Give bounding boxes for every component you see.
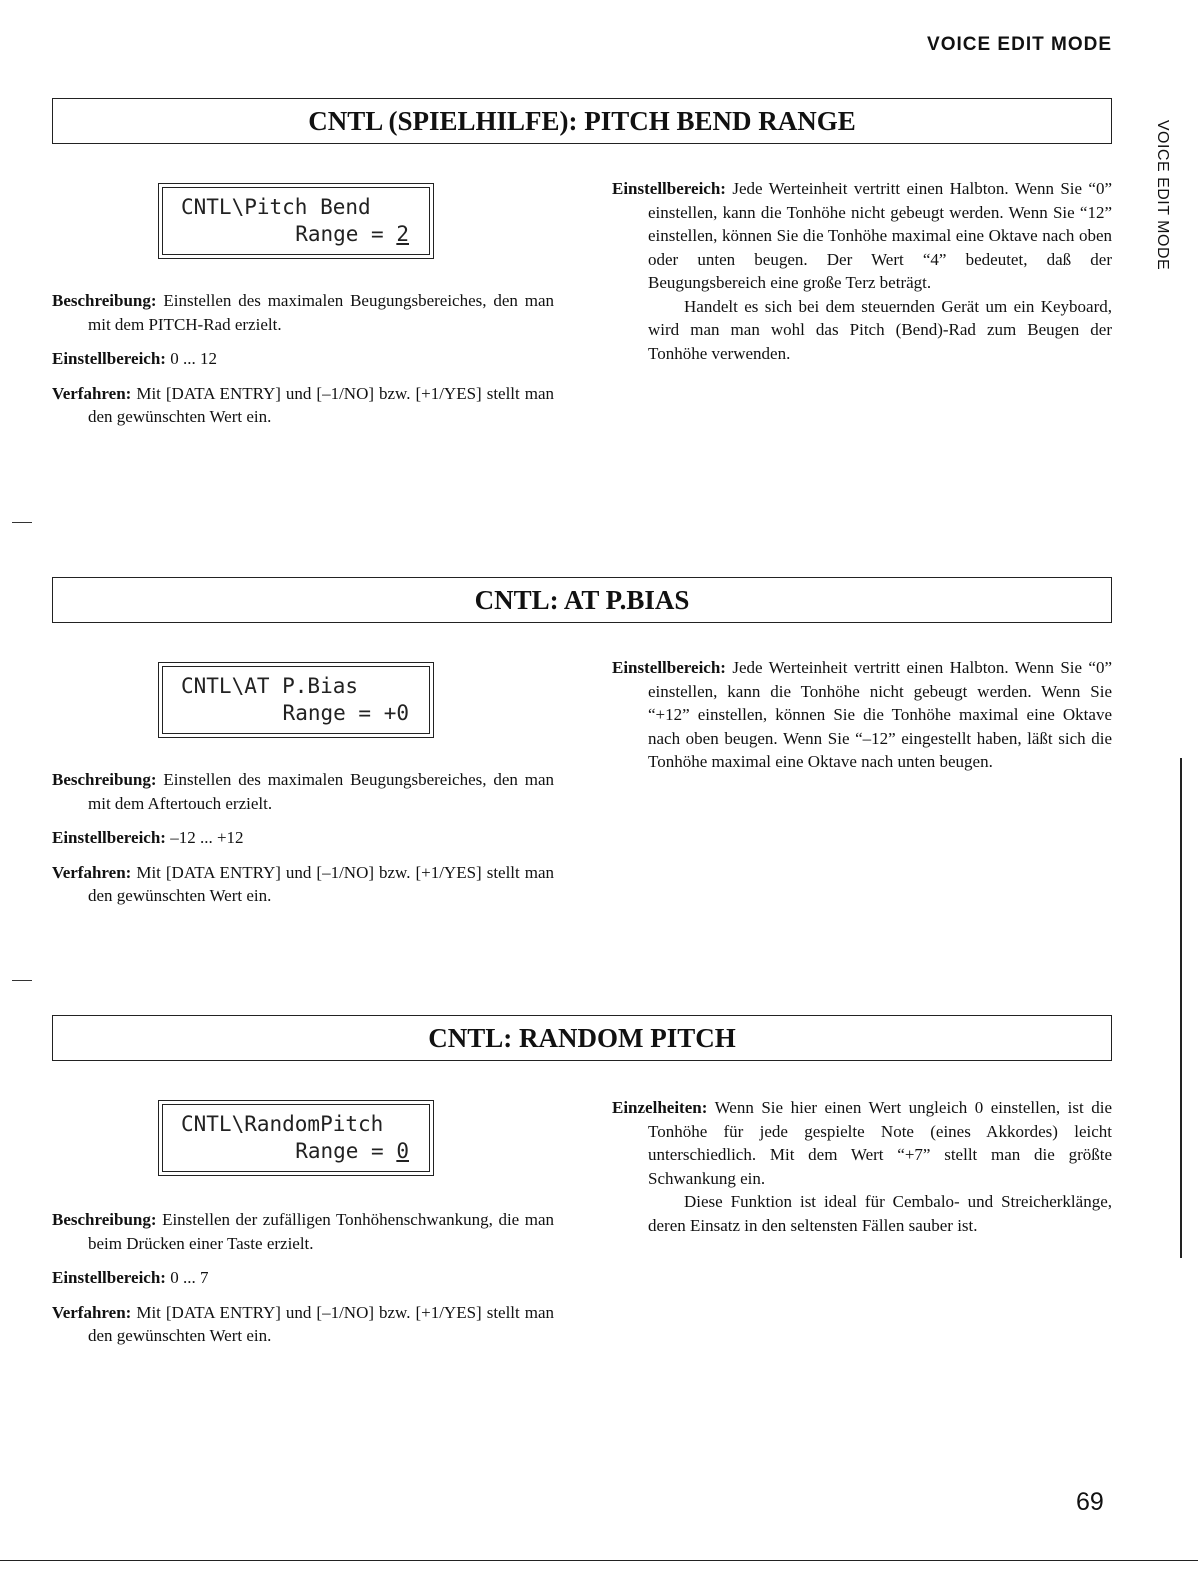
lcd-display xyxy=(158,662,434,738)
procedure xyxy=(52,1301,554,1348)
right-column xyxy=(612,1096,1112,1237)
right-label: Einstellbereich: xyxy=(612,658,726,677)
details xyxy=(612,1096,1112,1190)
procedure-text: Mit [DATA ENTRY] und [–1/NO] bzw. [+1/YES] stellt man den gewünschten Wert ein. xyxy=(88,862,555,905)
section-heading: CNTL (SPIELHILFE): PITCH BEND RANGE xyxy=(52,98,1112,144)
range-label: Einstellbereich: xyxy=(52,349,166,368)
description-text: Einstellen der zufälligen Tonhöhenschwankung, die man beim Drücken einer Taste erzielt. xyxy=(88,1210,554,1253)
description-label: Beschreibung: xyxy=(52,291,157,310)
bottom-rule xyxy=(0,1560,1198,1561)
setting-range xyxy=(52,347,554,371)
description-label: Beschreibung: xyxy=(52,770,157,789)
lcd-line-2 xyxy=(295,222,409,246)
lcd-line-1: CNTL\RandomPitch xyxy=(181,1112,384,1136)
lcd-line-2 xyxy=(283,701,409,725)
range-details xyxy=(612,656,1112,774)
lcd-range-value: 2 xyxy=(396,222,409,246)
procedure-label: Verfahren: xyxy=(52,862,132,882)
description xyxy=(52,768,554,815)
description-text: Einstellen des maximalen Beugungsbereiches, den man mit dem Aftertouch erzielt. xyxy=(88,770,555,813)
lcd-line-2 xyxy=(295,1139,409,1163)
left-column xyxy=(52,289,554,440)
procedure-text: Mit [DATA ENTRY] und [–1/NO] bzw. [+1/YES] stellt man den gewünschten Wert ein. xyxy=(88,1302,555,1345)
range-text: –12 ... +12 xyxy=(170,828,244,847)
lcd-range-value: 0 xyxy=(396,1139,409,1163)
procedure-text: Mit [DATA ENTRY] und [–1/NO] bzw. [+1/YES] stellt man den gewünschten Wert ein. xyxy=(88,383,555,426)
right-text-2: Diese Funktion ist ideal für Cembalo- und Streicherklänge, deren Einsatz in den seltensten Fällen sauber ist. xyxy=(648,1192,1112,1235)
right-label: Einstellbereich: xyxy=(612,179,726,198)
lcd-range-label: Range = xyxy=(295,1139,397,1163)
side-tab xyxy=(1150,115,1174,275)
procedure xyxy=(52,861,554,908)
lcd-display xyxy=(158,1100,434,1176)
procedure xyxy=(52,382,554,429)
side-tab-label: VOICE EDIT MODE xyxy=(1154,119,1171,271)
range-text: 0 ... 12 xyxy=(170,349,217,368)
margin-rule xyxy=(1180,758,1182,1258)
procedure-label: Verfahren: xyxy=(52,383,132,403)
left-column xyxy=(52,768,554,919)
setting-range xyxy=(52,826,554,850)
right-label: Einzelheiten: xyxy=(612,1098,708,1117)
range-details xyxy=(612,177,1112,295)
page-number: 69 xyxy=(1076,1488,1104,1516)
description xyxy=(52,289,554,336)
range-label: Einstellbereich: xyxy=(52,828,166,847)
right-column xyxy=(612,177,1112,365)
range-text: 0 ... 7 xyxy=(170,1268,209,1287)
running-title: VOICE EDIT MODE xyxy=(927,34,1112,55)
description-text: Einstellen des maximalen Beugungsbereiches, den man mit dem PITCH-Rad erzielt. xyxy=(88,291,555,334)
lcd-line-1: CNTL\AT P.Bias xyxy=(181,674,359,698)
description-label: Beschreibung: xyxy=(52,1210,157,1229)
range-label: Einstellbereich: xyxy=(52,1268,166,1287)
lcd-range-value: +0 xyxy=(383,701,409,725)
description xyxy=(52,1208,554,1255)
right-text: Jede Werteinheit vertritt einen Halbton. Wenn Sie “0” einstellen, kann die Tonhöhe nicht gebeugt werden. Wenn Sie “+12” einstellen, können Sie die Tonhöhe maximal eine Oktave nach oben beugen. Wenn Sie “–12” eingestellt haben, läßt sich die Tonhöhe maximal eine Oktave nach unten beugen. xyxy=(648,658,1113,771)
procedure-label: Verfahren: xyxy=(52,1302,132,1322)
section-heading: CNTL: AT P.BIAS xyxy=(52,577,1112,623)
lcd-line-1: CNTL\Pitch Bend xyxy=(181,195,371,219)
lcd-range-label: Range = xyxy=(282,701,384,725)
lcd-display xyxy=(158,183,434,259)
right-column xyxy=(612,656,1112,785)
margin-tick xyxy=(12,522,32,523)
margin-tick xyxy=(12,980,32,981)
right-text: Wenn Sie hier einen Wert ungleich 0 einstellen, ist die Tonhöhe für jede gespielte Note (eines Akkordes) leicht unterschiedlich. Mit dem Wert “+7” stellt man die größte Schwankung ein. xyxy=(648,1098,1113,1188)
right-text: Jede Werteinheit vertritt einen Halbton. Wenn Sie “0” einstellen, kann die Tonhöhe nicht gebeugt werden. Wenn Sie “12” einstellen, können Sie die Tonhöhe maximal eine Oktave nach oben oder unten beugen. Der Wert “4” bedeutet, daß der Beugungsbereich eine große Terz beträgt. xyxy=(648,179,1113,292)
right-text-2: Handelt es sich bei dem steuernden Gerät um ein Keyboard, wird man man wohl das Pitch (Bend)-Rad zum Beugen der Tonhöhe verwenden. xyxy=(648,296,1112,363)
left-column xyxy=(52,1208,554,1359)
section-heading: CNTL: RANDOM PITCH xyxy=(52,1015,1112,1061)
lcd-range-label: Range = xyxy=(295,222,397,246)
setting-range xyxy=(52,1266,554,1290)
